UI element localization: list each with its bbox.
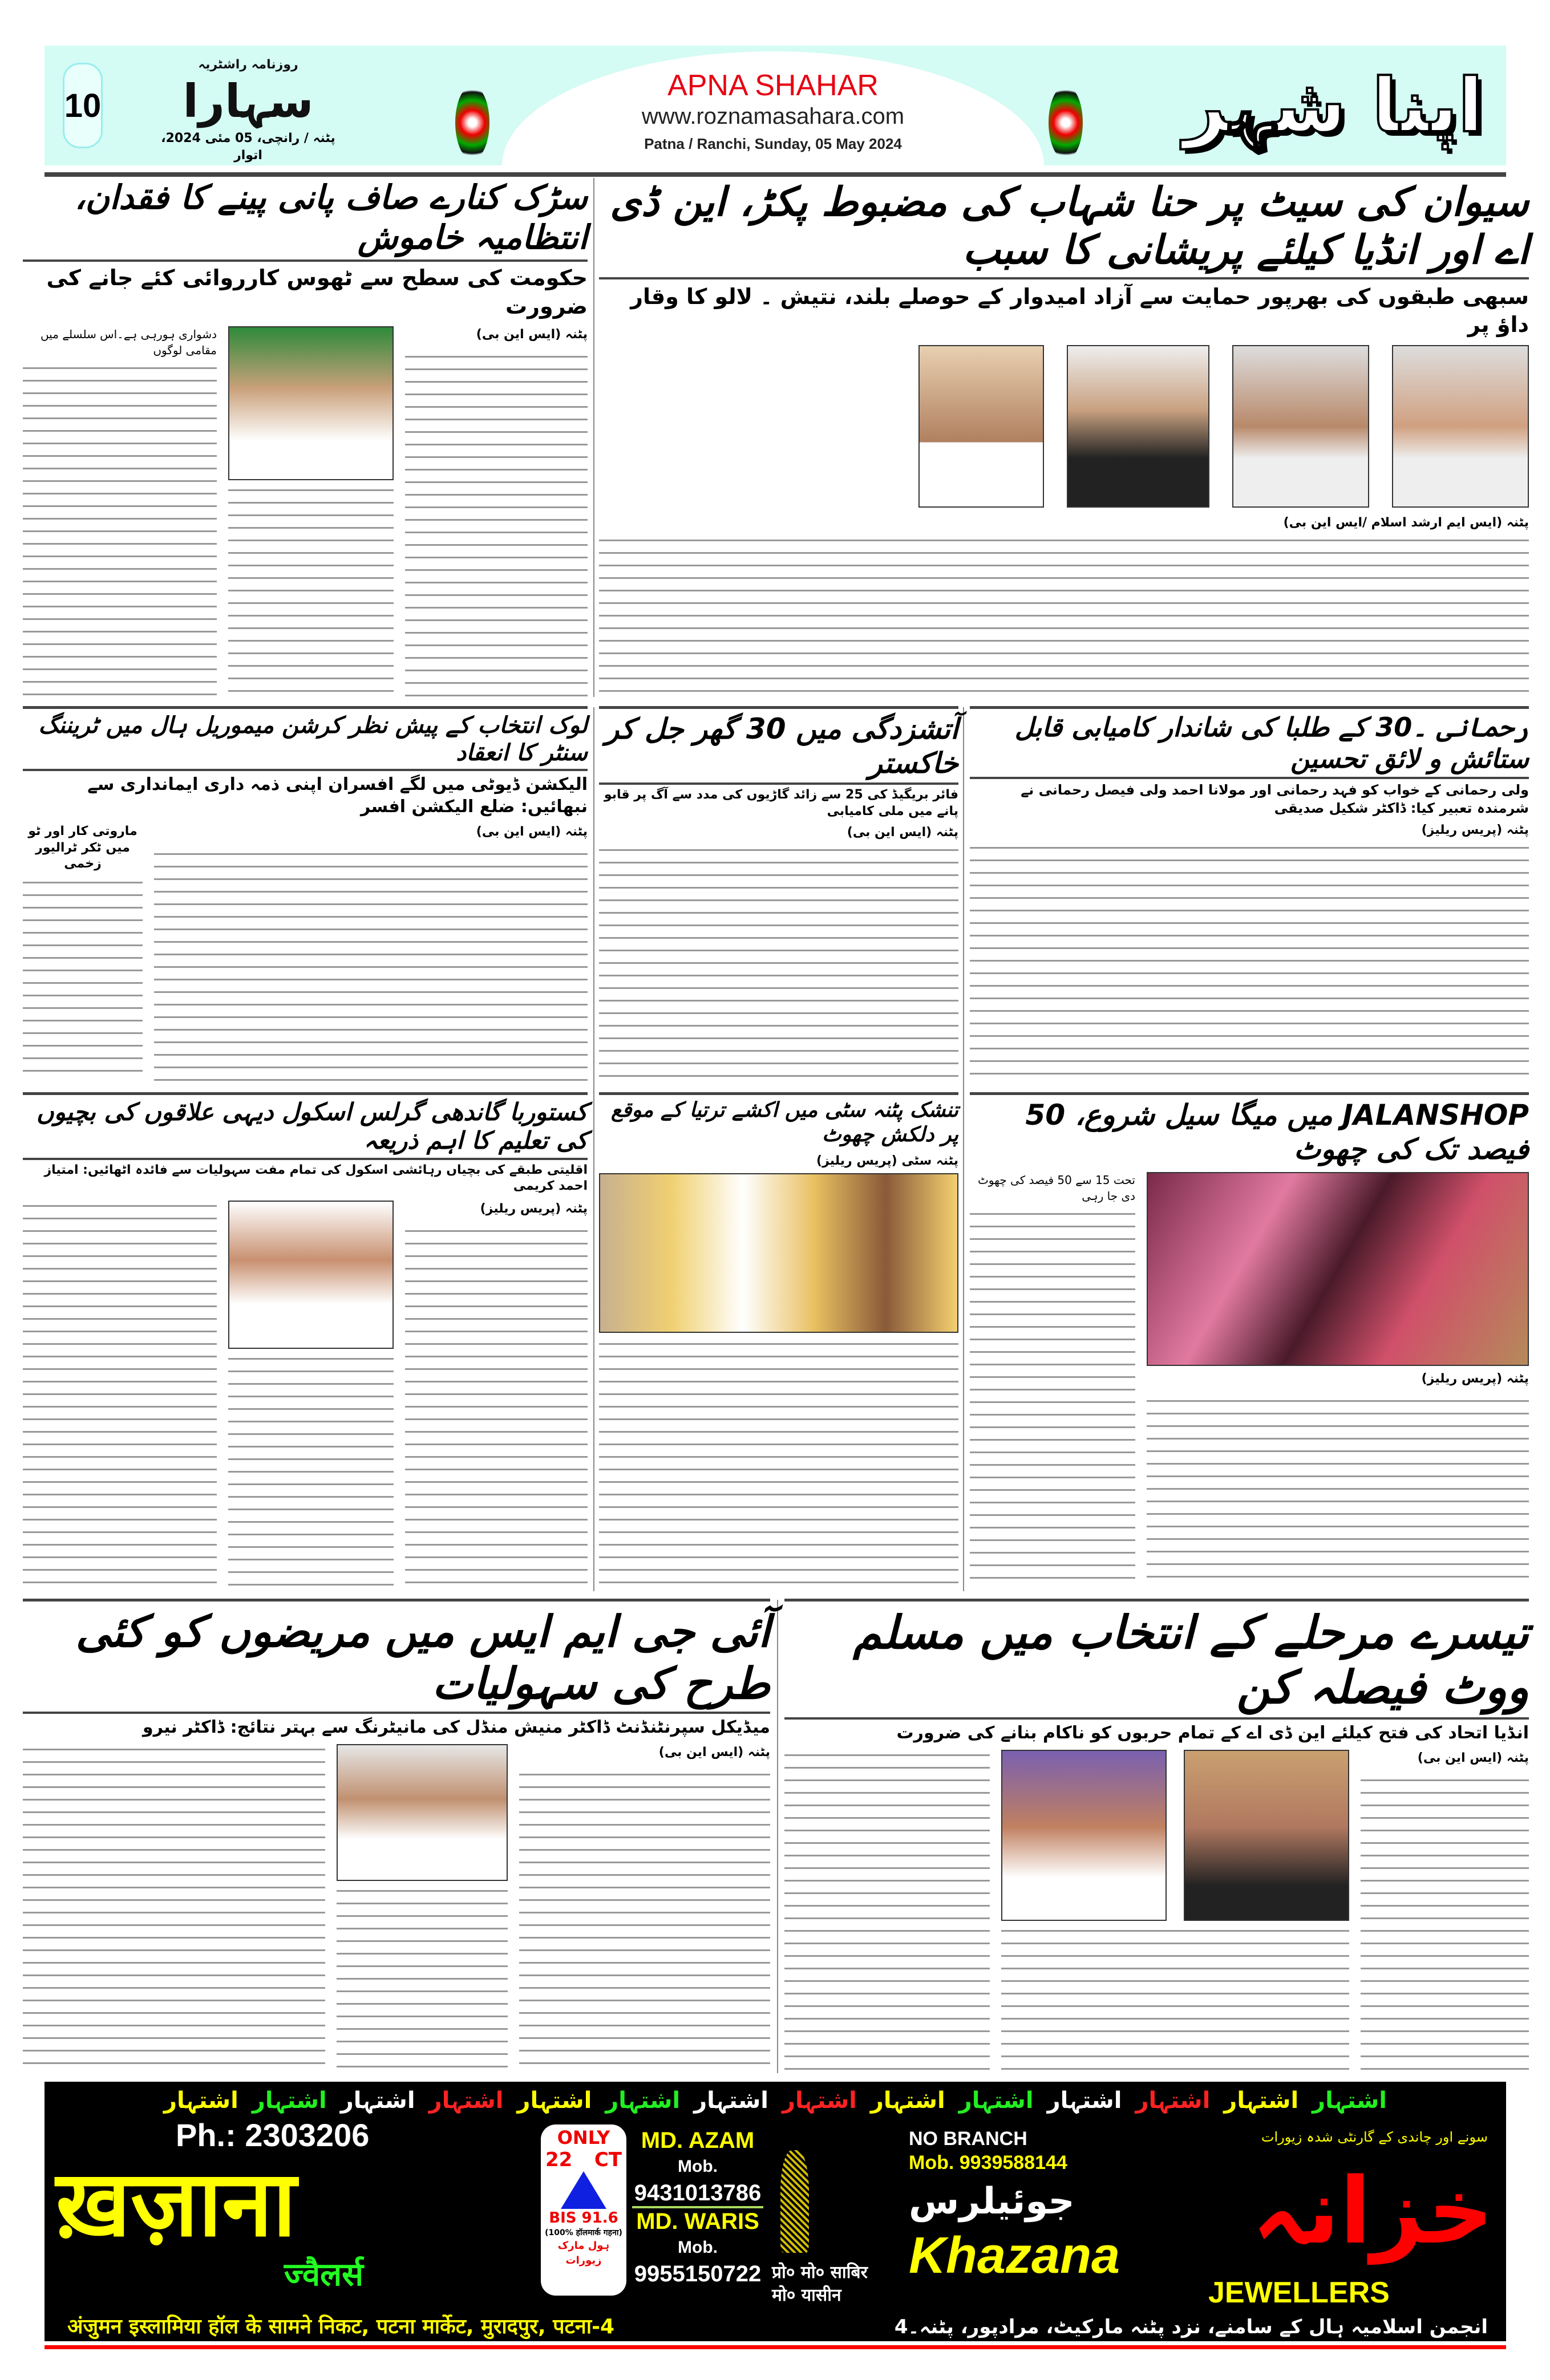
article-body xyxy=(405,1226,588,1588)
divider xyxy=(23,1092,588,1095)
newspaper-logo xyxy=(154,57,342,163)
article-igims[interactable] xyxy=(23,1605,770,2073)
marquee-word: اشتہار xyxy=(1224,2087,1299,2114)
sunburst-icon xyxy=(455,86,489,160)
dateline: پٹنہ (ایس این بی) xyxy=(599,824,958,845)
divider xyxy=(23,1599,770,1601)
divider xyxy=(23,1158,588,1160)
headline: JALANSHOP میں میگا سیل شروع، 50 فیصد تک کی چھوٹ xyxy=(1025,1098,1529,1166)
column-divider xyxy=(777,1600,778,2073)
contact-mob-label: Mob. xyxy=(678,2157,718,2176)
dateline: پٹنہ (پریس ریلیز) xyxy=(405,1201,588,1221)
article-kasturba[interactable] xyxy=(23,1098,588,1588)
brand-urdu: خزانہ xyxy=(1252,2158,1494,2264)
photo-candidate xyxy=(1067,345,1209,508)
divider xyxy=(970,1092,1529,1095)
marquee-word: اشتہار xyxy=(517,2087,592,2114)
section-banner xyxy=(502,51,1044,165)
photo-person xyxy=(1001,1750,1167,1921)
dateline: پٹنہ (پریس ریلیز) xyxy=(970,822,1529,842)
dateline: پٹنہ (ایس ایم ارشد اسلام /ایس این بی) xyxy=(599,514,1529,535)
subhead: انڈیا اتحاد کی فتح کیلئے این ڈی اے کے تمام حربوں کو ناکام بنانے کی ضرورت xyxy=(896,1723,1529,1743)
contact-name: MD. WARIS xyxy=(636,2209,759,2234)
article-body xyxy=(337,1886,508,2073)
paper-tag: روزنامہ راشٹریہ xyxy=(198,58,298,72)
marquee-word: اشتہار xyxy=(1047,2087,1122,2114)
marquee-word: اشتہار xyxy=(340,2087,415,2114)
divider xyxy=(44,2345,1506,2349)
article-body xyxy=(23,363,217,700)
subhead: اقلیتی طبقے کی بچیاں رہائشی اسکول کی تمام مفت سہولیات سے فائدہ اٹھائیں: امتیاز احمد کریمی xyxy=(44,1162,588,1194)
brand-english: Khazana xyxy=(909,2227,1120,2284)
divider xyxy=(599,1092,958,1095)
dateline: پٹنہ (ایس این بی) xyxy=(519,1744,770,1765)
article-siwan[interactable] xyxy=(599,178,1529,700)
article-third-phase[interactable] xyxy=(784,1605,1529,2073)
article-body xyxy=(1147,1396,1529,1588)
divider xyxy=(784,1599,1529,1601)
article-water[interactable] xyxy=(23,178,588,700)
dateline: پٹنہ (ایس این بی) xyxy=(154,824,588,844)
column-text: دشواری ہورہی ہے۔اس سلسلے میں مقامی لوگوں xyxy=(40,327,217,357)
headline: سڑک کنارے صاف پانی پینے کا فقدان، انتظامیہ خاموش xyxy=(74,178,588,257)
no-branch-mobile[interactable]: Mob. 9939588144 xyxy=(909,2152,1067,2174)
urdu-tagline: سونے اور چاندی کے گارنٹی شدہ زیورات xyxy=(1261,2129,1488,2145)
divider xyxy=(23,706,588,709)
article-training[interactable] xyxy=(23,712,588,1082)
edition-date: Patna / Ranchi, Sunday, 05 May 2024 xyxy=(644,135,902,152)
address-urdu: انجمن اسلامیہ ہال کے سامنے، نزد پٹنہ مارکیٹ، مرادپور، پٹنہ۔4 xyxy=(894,2316,1488,2338)
article-body xyxy=(599,535,1529,700)
column-divider xyxy=(593,707,594,1591)
headline: سیوان کی سیٹ پر حنا شہاب کی مضبوط پکڑ، این ڈی اے اور انڈیا کیلئے پریشانی کا سبب xyxy=(610,179,1529,273)
photo-store xyxy=(1147,1172,1529,1366)
divider xyxy=(970,777,1529,779)
article-body xyxy=(1001,1925,1349,2073)
article-body xyxy=(519,1769,770,2073)
article-body xyxy=(405,351,588,700)
ad-phone: Ph.: 2303206 xyxy=(176,2117,370,2153)
marquee-word: اشتہار xyxy=(1312,2087,1387,2114)
article-body xyxy=(599,845,958,1082)
contact-phone[interactable]: 9431013786 xyxy=(632,2180,763,2208)
article-fire[interactable] xyxy=(599,712,958,1082)
lantern-icon xyxy=(780,2150,809,2253)
proprietors xyxy=(772,2261,868,2307)
proprietor-name: मो० यासीन xyxy=(772,2285,841,2305)
contact-mob-label: Mob. xyxy=(678,2238,718,2257)
divider xyxy=(784,1717,1529,1720)
article-body xyxy=(23,877,143,1082)
divider xyxy=(44,172,1506,177)
article-body xyxy=(228,1353,394,1588)
subhead: فائر بریگیڈ کی 25 سے زائد گاڑیوں کی مدد سے آگ پر قابو پانے میں ملی کامیابی xyxy=(604,788,958,818)
photo-doctor xyxy=(337,1744,508,1881)
section-title-urdu: اپنا شہر xyxy=(1183,62,1483,149)
headline: تیسرے مرحلے کے انتخاب میں مسلم ووٹ فیصلہ کن xyxy=(853,1606,1529,1714)
bis-logo-icon xyxy=(561,2171,606,2209)
photo-credit: پٹنہ (پریس ریلیز) xyxy=(1147,1371,1529,1391)
lead-text: تحت 15 سے 50 فیصد کی چھوٹ دی جا رہی xyxy=(977,1173,1135,1203)
karat-number: 22 xyxy=(545,2148,573,2171)
contacts xyxy=(632,2127,763,2287)
divider xyxy=(599,782,958,785)
advertisement-khazana[interactable] xyxy=(44,2082,1506,2341)
article-body xyxy=(1361,1775,1529,2073)
headline: لوک انتخاب کے پیش نظر کرشن میموریل ہال میں ٹریننگ سنٹر کا انعقاد xyxy=(38,712,588,766)
article-tanishq[interactable] xyxy=(599,1098,958,1588)
subhead: الیکشن ڈیوٹی میں لگے افسران اپنی ذمہ داری ایمانداری سے نبھائیں: ضلع الیکشن افسر xyxy=(87,775,588,817)
section-title-english: APNA SHAHAR xyxy=(667,69,879,102)
headline: آتشزدگی میں 30 گھر جل کر خاکستر xyxy=(605,712,958,780)
page-number: 10 xyxy=(63,63,103,148)
marquee-word: اشتہار xyxy=(694,2087,768,2114)
hallmark-badge xyxy=(541,2124,626,2296)
photo-candidate xyxy=(1392,345,1529,508)
headline: کستوربا گاندھی گرلس اسکول دیہی علاقوں کی بچیوں کی تعلیم کا اہم ذریعہ xyxy=(36,1098,588,1155)
contact-phone[interactable]: 9955150722 xyxy=(634,2261,762,2286)
proprietor-name: प्रो० मो० साबिर xyxy=(772,2263,868,2282)
subhead: سبھی طبقوں کی بھرپور حمایت سے آزاد امیدوار کے حوصلے بلند، نتیش ۔ لالو کا وقار داؤ پر xyxy=(630,284,1529,338)
article-body xyxy=(154,849,588,1082)
article-rahmani[interactable] xyxy=(970,712,1529,1082)
photo-person xyxy=(228,1201,394,1349)
divider xyxy=(23,260,588,262)
subhead: میڈیکل سپرنٹنڈنٹ ڈاکٹر منیش منڈل کی مانیٹرنگ سے بہتر نتائج: ڈاکٹر نیرو xyxy=(142,1717,770,1738)
dateline: پٹنہ (ایس این بی) xyxy=(405,326,588,347)
subhead: حکومت کی سطح سے ٹھوس کارروائی کئے جانے کی ضرورت xyxy=(46,265,588,319)
column-divider xyxy=(963,707,964,1591)
headline: رحمانی ۔30 کے طلبا کی شاندار کامیابی قابل ستائش و لائق تحسین xyxy=(1014,712,1529,775)
jewellers-english: JEWELLERS xyxy=(1208,2276,1390,2309)
contact-name: MD. AZAM xyxy=(641,2128,755,2153)
address-hindi: अंजुमन इस्लामिया हॉल के सामने निकट, पटना मार्केट, मुरादपुर, पटना-4 xyxy=(67,2315,615,2338)
photo-candidate xyxy=(1232,345,1369,508)
hallmark-hindi: (100% हॉलमार्क गहना) xyxy=(545,2228,622,2237)
headline: تنشک پٹنہ سٹی میں اکشے ترتیا کے موقع پر دلکش چھوٹ xyxy=(611,1098,958,1147)
hallmark-urdu: ہول مارک زیورات xyxy=(557,2240,610,2267)
article-body xyxy=(23,1744,325,2073)
photo-showroom xyxy=(599,1173,958,1333)
boxed-news-head: ماروتی کار اور ٹو میں ٹکر ٹرالیور زخمی xyxy=(28,824,137,871)
article-body xyxy=(228,485,394,700)
photo-person xyxy=(228,326,394,480)
marquee-word: اشتہار xyxy=(782,2087,857,2114)
article-body xyxy=(23,1201,217,1588)
headline: آئی جی ایم ایس میں مریضوں کو کئی طرح کی سہولیات xyxy=(75,1606,770,1709)
column-divider xyxy=(593,178,594,697)
article-body xyxy=(599,1339,958,1588)
brand-hindi: ख़ज़ाना xyxy=(56,2150,297,2257)
article-body xyxy=(970,842,1529,1082)
marquee-word: اشتہار xyxy=(1135,2087,1211,2114)
subhead: ولی رحمانی کے خواب کو فہد رحمانی اور مولانا احمد ولی فیصل رحمانی نے شرمندہ تعبیر کیا: ڈاکٹر شکیل صدیقی xyxy=(1021,782,1529,816)
jewellers-hindi: ज्वैलर्स xyxy=(284,2256,363,2293)
ad-marquee xyxy=(44,2082,1506,2115)
bis-purity: BIS 91.6 xyxy=(549,2209,618,2227)
jewellers-urdu: جوئیلرس xyxy=(909,2180,1075,2223)
marquee-word: اشتہار xyxy=(870,2087,945,2114)
marquee-word: اشتہار xyxy=(605,2087,681,2114)
marquee-word: اشتہار xyxy=(958,2087,1034,2114)
sunburst-icon xyxy=(1049,86,1083,160)
no-branch: NO BRANCH xyxy=(909,2128,1027,2150)
divider xyxy=(599,706,958,709)
paper-name: سہارا xyxy=(183,75,314,128)
divider xyxy=(970,706,1529,709)
marquee-word: اشتہار xyxy=(163,2087,238,2114)
dateline: پٹنہ (ایس این بی) xyxy=(1361,1750,1529,1770)
photo-person xyxy=(1184,1750,1349,1921)
urdu-date: پٹنہ / رانچی، 05 مئی 2024، اتوار xyxy=(161,131,335,163)
marquee-word: اشتہار xyxy=(252,2087,327,2114)
karat-unit: CT xyxy=(594,2148,622,2171)
divider xyxy=(599,277,1529,279)
dateline: پٹنہ سٹی (پریس ریلیز) xyxy=(599,1153,958,1173)
photo-candidate xyxy=(918,345,1044,508)
article-body xyxy=(970,1209,1135,1588)
article-jalanshop[interactable] xyxy=(970,1098,1529,1588)
divider xyxy=(23,769,588,771)
hallmark-only: ONLY xyxy=(557,2127,610,2148)
article-body xyxy=(784,1750,990,2073)
marquee-word: اشتہار xyxy=(428,2087,504,2114)
website-link[interactable]: www.roznamasahara.com xyxy=(641,104,905,129)
divider xyxy=(23,1712,770,1714)
